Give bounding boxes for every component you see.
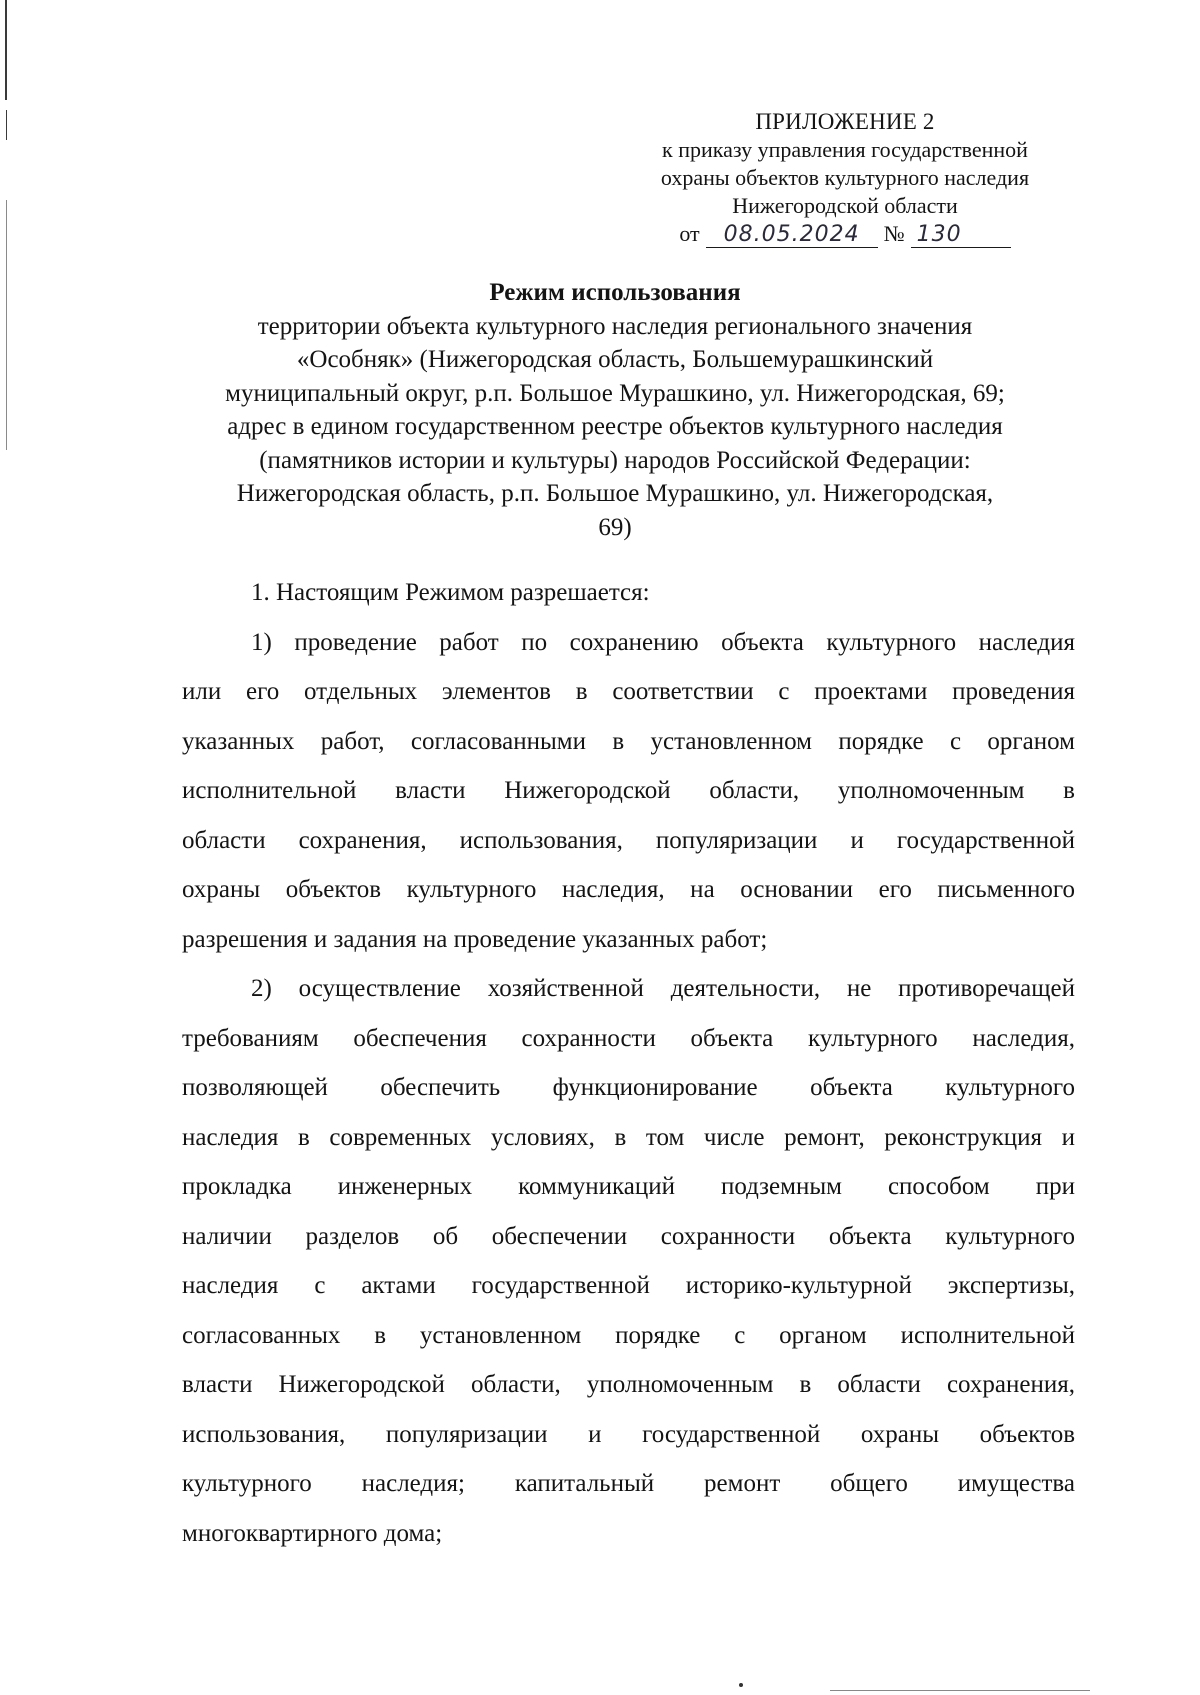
body-line: или его отдельных элементов в соответствии с проектами проведения	[182, 678, 1075, 705]
title-line: территории объекта культурного наследия регионального значения	[257, 312, 973, 340]
body-line: указанных работ, согласованными в установленном порядке с органом	[182, 727, 1075, 755]
document-title: Режим использования	[489, 279, 741, 306]
body-line: 1) проведение работ по сохранению объекта культурного наследия	[251, 628, 1075, 656]
appendix-header	[610, 108, 1080, 248]
body-line: 1. Настоящим Режимом разрешается:	[251, 579, 650, 606]
body-line: прокладка инженерных коммуникаций подземным способом при	[182, 1173, 1075, 1200]
body-line: власти Нижегородской области, уполномоченным в области сохранения,	[182, 1371, 1075, 1398]
scan-edge-mark	[6, 110, 7, 140]
body-line: культурного наследия; капитальный ремонт общего имущества	[182, 1470, 1075, 1497]
date-prefix: от	[679, 221, 700, 246]
body-line: требованиям обеспечения сохранности объекта культурного наследия,	[182, 1024, 1075, 1052]
item-1-paragraph	[182, 618, 1075, 965]
appendix-line-3: Нижегородской области	[732, 193, 958, 218]
body-line: наличии разделов об обеспечении сохранности объекта культурного	[182, 1222, 1075, 1250]
body-line: наследия с актами государственной историко-культурной экспертизы,	[182, 1272, 1075, 1299]
body-line: использования, популяризации и государственной охраны объектов	[182, 1420, 1075, 1448]
number-prefix: №	[883, 221, 905, 246]
title-line: Нижегородская область, р.п. Большое Мурашкино, ул. Нижегородская,	[236, 480, 994, 507]
body-line: охраны объектов культурного наследия, на основании его письменного	[182, 876, 1075, 903]
body-line: области сохранения, использования, популяризации и государственной	[182, 826, 1075, 854]
appendix-line-1: к приказу управления государственной	[662, 137, 1028, 162]
appendix-title: ПРИЛОЖЕНИЕ 2	[755, 109, 935, 134]
body-line: многоквартирного дома;	[182, 1519, 443, 1547]
handwritten-number: 130	[911, 223, 1011, 248]
footer-rule	[830, 1690, 1090, 1691]
scan-dot-mark	[739, 1683, 743, 1687]
item-2-paragraph	[182, 964, 1075, 1558]
title-line: адрес в едином государственном реестре объектов культурного наследия	[227, 413, 1003, 440]
appendix-date-line	[610, 220, 1080, 248]
scan-edge-mark	[5, 0, 7, 100]
document-body	[182, 568, 1075, 1558]
scan-edge-mark	[6, 200, 7, 450]
body-line: согласованных в установленном порядке с органом исполнительной	[182, 1321, 1075, 1349]
body-line: разрешения и задания на проведение указанных работ;	[182, 925, 768, 953]
body-line: исполнительной власти Нижегородской области, уполномоченным в	[182, 777, 1075, 804]
document-title-block	[150, 276, 1080, 544]
body-line: позволяющей обеспечить функционирование объекта культурного	[182, 1074, 1075, 1101]
title-line: (памятников истории и культуры) народов Российской Федерации:	[259, 446, 971, 474]
body-line: 2) осуществление хозяйственной деятельности, не противоречащей	[251, 975, 1075, 1002]
title-line: «Особняк» (Нижегородская область, Большемурашкинский	[296, 346, 934, 373]
title-line: муниципальный округ, р.п. Большое Мурашкино, ул. Нижегородская, 69;	[225, 379, 1005, 407]
title-line: 69)	[598, 513, 632, 541]
handwritten-date: 08.05.2024	[706, 223, 878, 248]
section-1-heading	[182, 568, 1075, 618]
body-line: наследия в современных условиях, в том числе ремонт, реконструкция и	[182, 1123, 1075, 1151]
appendix-line-2: охраны объектов культурного наследия	[660, 165, 1030, 190]
